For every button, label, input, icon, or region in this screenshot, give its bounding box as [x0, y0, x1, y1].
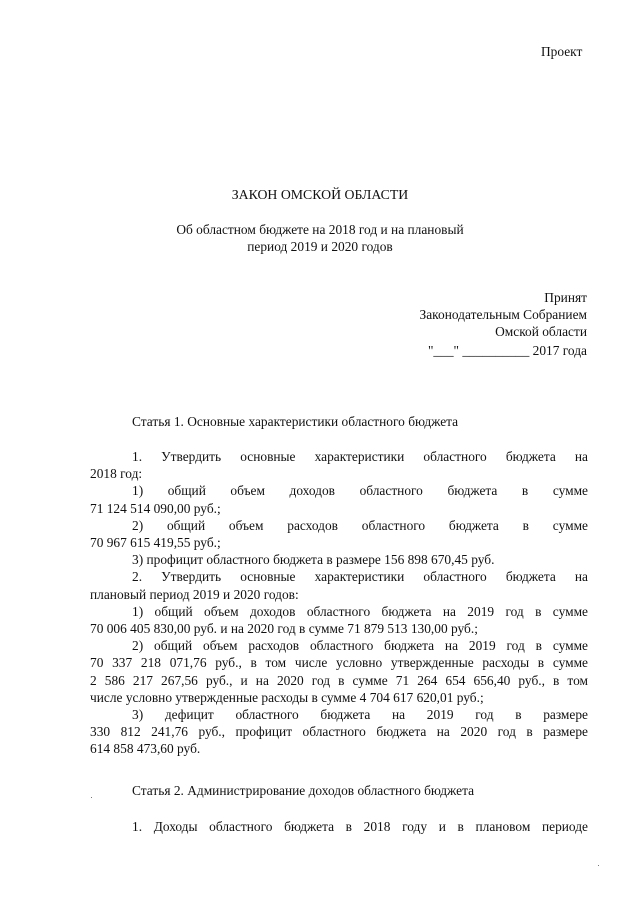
law-subtitle-line-2: период 2019 и 2020 годов [247, 239, 393, 254]
article-1-item-1-3: 3) профицит областного бюджета в размере 156 898 670,45 руб. [132, 552, 495, 568]
adoption-assembly: Законодательным Собранием [419, 307, 587, 322]
project-label: Проект [541, 44, 583, 59]
adoption-date: "___" __________ 2017 года [427, 343, 587, 358]
article-1-item-2-2-line-2: 70 337 218 071,76 руб., в том числе условно утвержденные расходы в сумме [90, 655, 588, 671]
article-1-item-1-1-line-1: 1) общий объем доходов областного бюджета в сумме [132, 483, 588, 499]
article-1-item-2-3-line-3: 614 858 473,60 руб. [90, 741, 201, 757]
article-2-heading: Статья 2. Администрирование доходов областного бюджета [132, 783, 475, 798]
scan-speck [598, 865, 599, 866]
article-1-item-1-line-2: 2018 год: [90, 466, 143, 482]
article-1-item-2-1-line-2: 70 006 405 830,00 руб. и на 2020 год в сумме 71 879 513 130,00 руб.; [90, 621, 478, 637]
article-1-item-1-line-1: 1. Утвердить основные характеристики областного бюджета на [132, 449, 588, 464]
article-1-item-2-3-line-2: 330 812 241,76 руб., профицит областного бюджета на 2020 год в размере [90, 724, 588, 740]
adoption-region: Омской области [495, 324, 587, 339]
article-1-item-2-1-line-1: 1) общий объем доходов областного бюджета на 2019 год в сумме [132, 603, 588, 619]
law-title: ЗАКОН ОМСКОЙ ОБЛАСТИ [231, 187, 409, 202]
article-1-item-2-2-line-3: 2 586 217 267,56 руб., и на 2020 год в сумме 71 264 654 656,40 руб., в том [90, 672, 588, 688]
article-1-heading: Статья 1. Основные характеристики областного бюджета [132, 414, 459, 429]
article-1-item-2-2-line-4: числе условно утвержденные расходы в сумме 4 704 617 620,01 руб.; [90, 689, 484, 705]
article-1-item-1-2-line-1: 2) общий объем расходов областного бюджета в сумме [132, 517, 588, 533]
article-1-item-2-2-line-1: 2) общий объем расходов областного бюджета на 2019 год в сумме [132, 638, 588, 654]
article-1-body [90, 448, 588, 758]
article-1-item-2-line-2: плановый период 2019 и 2020 годов: [90, 586, 299, 602]
law-subtitle-line-1: Об областном бюджете на 2018 год и на плановый [176, 222, 464, 237]
article-1-item-1-2-line-2: 70 967 615 419,55 руб.; [90, 535, 221, 551]
article-2-body [90, 818, 588, 835]
adoption-accepted: Принят [544, 290, 587, 305]
article-1-item-2-3-line-1: 3) дефицит областного бюджета на 2019 год в размере [132, 707, 588, 723]
article-2-item-1-line-1: 1. Доходы областного бюджета в 2018 году и в плановом периоде [132, 819, 588, 834]
scan-speck [91, 797, 92, 798]
article-1-item-2-line-1: 2. Утвердить основные характеристики областного бюджета на [132, 569, 588, 585]
article-1-item-1-1-line-2: 71 124 514 090,00 руб.; [90, 500, 221, 516]
